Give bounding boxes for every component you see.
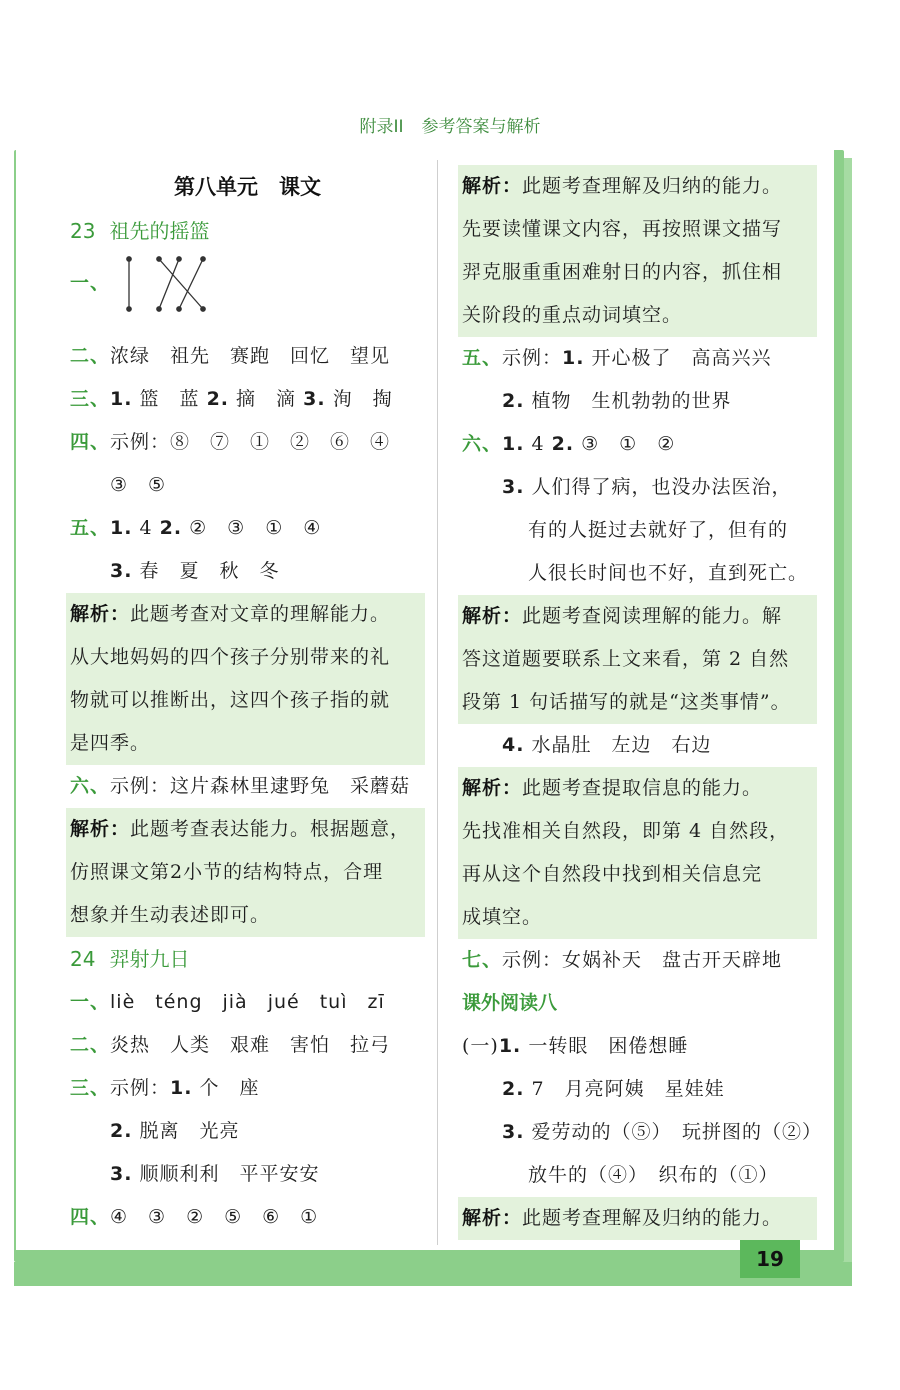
q5-line1: 五、1. 4 2. ② ③ ① ④ [70, 517, 322, 539]
p3-line2: 2. 脱离 光亮 [110, 1120, 240, 1142]
right-column [462, 165, 822, 1240]
q5-line2: 3. 春 夏 秋 冬 [110, 560, 280, 582]
p6-3-line1: 3. 人们得了病，也没办法医治， [502, 476, 792, 498]
analysis-block: 解析：此题考查对文章的理解能力。 从大地妈妈的四个孩子分别带来的礼 物就可以推断出，这四个孩子指的就 是四季。 [66, 593, 425, 765]
r1-line2: 2. 7 月亮阿姨 星娃娃 [502, 1078, 725, 1100]
r1-line3: 3. 爱劳动的（⑤） 玩拼图的（②） [502, 1121, 822, 1143]
q3: 三、1. 篮 蓝 2. 摘 滴 3. 洵 掏 [70, 388, 393, 410]
p6-4: 4. 水晶肚 左边 右边 [502, 734, 712, 756]
header-title: 参考答案与解析 [421, 117, 541, 137]
p6-3-line3: 人很长时间也不好，直到死亡。 [528, 562, 809, 584]
analysis-block: 解析：此题考查阅读理解的能力。解 答这道题要联系上文来看，第 2 自然 段第 1 句话描写的就是“这类事情”。 [458, 595, 817, 724]
p6-line1: 六、1. 4 2. ③ ① ② [462, 433, 676, 455]
q1-matching: 一、 [70, 253, 425, 335]
left-column [70, 165, 425, 1239]
p5-line1: 五、示例：1. 开心极了 高高兴兴 [462, 347, 772, 369]
p5-line2: 2. 植物 生机勃勃的世界 [502, 390, 732, 412]
p3-line3: 3. 顺顺利利 平平安安 [110, 1163, 320, 1185]
p6-3-line2: 有的人挺过去就好了，但有的 [528, 519, 789, 541]
q4-line2: ③ ⑤ [110, 474, 167, 496]
header-appendix: 附录II [359, 117, 404, 137]
reading-title: 课外阅读八 [462, 992, 558, 1014]
bottom-band [14, 1262, 852, 1286]
analysis-block: 解析：此题考查理解及归纳的能力。 先要读懂课文内容，再按照课文描写 羿克服重重困难射日的内容，抓住相 关阶段的重点动词填空。 [458, 165, 817, 337]
q4-line1: 四、示例：⑧ ⑦ ① ② ⑥ ④ [70, 431, 391, 453]
q6: 六、示例：这片森林里逮野兔 采蘑菇 [70, 775, 411, 797]
lesson-24-title: 24 羿射九日 [70, 947, 190, 971]
r1-line4: 放牛的（④） 织布的（①） [528, 1164, 779, 1186]
page-header [0, 112, 900, 137]
p4: 四、④ ③ ② ⑤ ⑥ ① [70, 1206, 319, 1228]
matching-lines-diagram [123, 253, 213, 315]
analysis-block: 解析：此题考查表达能力。根据题意， 仿照课文第2小节的结构特点，合理 想象并生动表述即可。 [66, 808, 425, 937]
p7: 七、示例：女娲补天 盘古开天辟地 [462, 949, 783, 971]
page-number: 19 [740, 1240, 800, 1278]
unit-title: 第八单元 课文 [174, 175, 321, 199]
p1-pinyin: 一、liè téng jià jué tuì zī [70, 991, 385, 1013]
analysis-block: 解析：此题考查提取信息的能力。 先找准相关自然段，即第 4 自然段， 再从这个自然段中找到相关信息完 成填空。 [458, 767, 817, 939]
lesson-23-title: 23 祖先的摇篮 [70, 219, 210, 243]
p2: 二、炎热 人类 艰难 害怕 拉弓 [70, 1034, 391, 1056]
analysis-block: 解析：此题考查理解及归纳的能力。 [458, 1197, 817, 1240]
r1-line1: (一)1. 一转眼 困倦想睡 [462, 1035, 689, 1057]
p3-line1: 三、示例：1. 个 座 [70, 1077, 260, 1099]
q2: 二、浓绿 祖先 赛跑 回忆 望见 [70, 345, 391, 367]
column-divider [437, 160, 438, 1245]
